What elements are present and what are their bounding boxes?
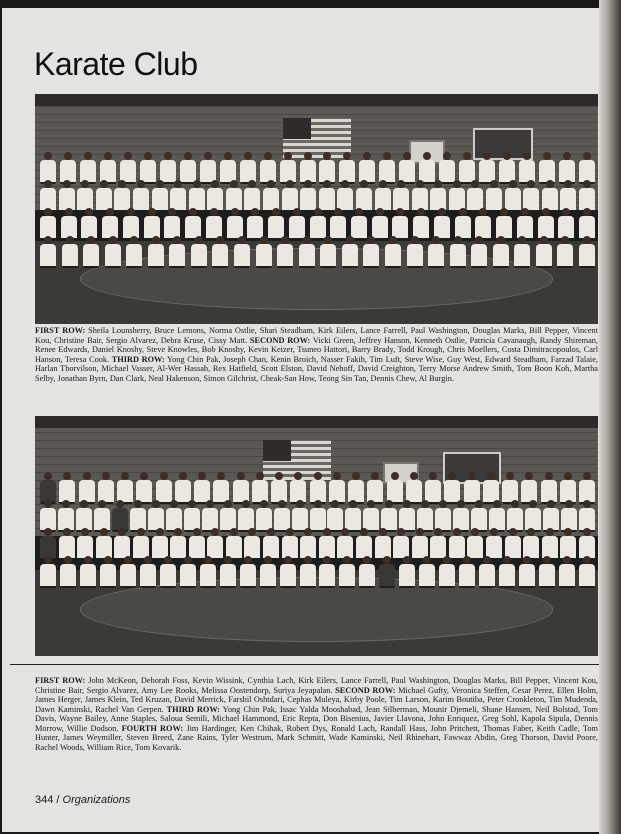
club-member-figure [341,236,359,266]
club-member-figure [538,556,556,586]
club-member-figure [174,472,192,502]
club-member-figure [560,500,578,530]
club-member-figure [559,180,577,210]
club-member-figure [478,556,496,586]
club-member-figure [374,180,392,210]
club-member-figure [239,556,257,586]
club-member-figure [522,528,540,558]
club-member-figure [578,556,596,586]
club-member-figure [225,528,243,558]
club-member-figure [289,472,307,502]
club-member-figure [318,152,336,182]
club-member-figure [506,500,524,530]
club-member-figure [299,556,317,586]
club-member-figure [291,500,309,530]
club-member-figure [578,500,596,530]
club-member-figure [452,500,470,530]
club-member-figure [262,528,280,558]
club-member-figure [147,500,165,530]
club-member-figure [232,472,250,502]
club-member-figure [259,152,277,182]
club-member-figure [57,500,75,530]
caption-row-names: Vicki Green, Jeffrey Hanson, Kenneth Ostlie, Patricia Cavanaugh, Randy Shireman, Renee Edwards, Daniel Knoshy, Steve Knowles, Bob Knoshy, Kevin Keizer, Tsuneo Hattori, Barry Brady, Todd Krough, Chris Moellers, Costa Dimitracopoulos, Carl Hanson, Teresa Cook. [35,335,599,364]
club-member-figure [76,528,94,558]
club-member-figure [434,500,452,530]
club-member-figure [448,528,466,558]
club-member-figure [537,208,555,238]
club-member-figure [179,556,197,586]
club-member-figure [318,180,336,210]
club-member-figure [463,472,481,502]
club-member-figure [309,500,327,530]
club-member-figure [501,472,519,502]
club-member-figure [279,152,297,182]
club-member-figure [113,180,131,210]
club-member-figure [95,528,113,558]
caption-row-names: Yong Chin Pak, Issac Yalda Mooshabad, Jean Silberman, Mounir Djemeli, Shane Hansen, Neil Bolstad, Tom Davis, Wayne Bailey, Anne Staples, Saloua Semili, Michael Hammond, Eric Repta, Don Bisenius, Javier Llavona, John Enriquez, Greg Sohl, Kapola Sipula, Dennis Morrow, Willie Dodson. [35,704,599,733]
club-member-figure [362,236,380,266]
club-member-figure [392,180,410,210]
club-member-figure [299,180,317,210]
club-member-figure [39,472,57,502]
club-member-figure [458,556,476,586]
caption-row-label: SECOND ROW: [249,335,311,345]
club-member-figure [488,500,506,530]
club-member-figure [424,472,442,502]
club-member-figure [212,472,230,502]
club-member-figure [199,152,217,182]
club-member-figure [309,208,327,238]
club-member-figure [378,556,396,586]
club-member-figure [458,152,476,182]
club-member-figure [559,528,577,558]
club-member-figure [279,556,297,586]
club-member-figure [466,528,484,558]
club-member-figure [347,472,365,502]
page-number: 344 [35,794,54,806]
club-member-figure [255,500,273,530]
club-member-figure [155,472,173,502]
club-member-figure [276,236,294,266]
club-member-figure [338,152,356,182]
caption-row-label: FOURTH ROW: [121,723,184,733]
club-member-figure [101,208,119,238]
club-member-figure [416,500,434,530]
section-name: Organizations [62,794,131,806]
club-member-figure [520,472,538,502]
club-member-figure [540,472,558,502]
club-member-figure [559,472,577,502]
club-member-figure [495,208,513,238]
club-member-figure [129,500,147,530]
team-photo-1 [35,94,598,324]
club-member-figure [179,152,197,182]
club-member-figure [470,236,488,266]
club-member-figure [201,500,219,530]
club-member-figure [309,472,327,502]
club-member-figure [386,472,404,502]
club-member-figure [391,208,409,238]
club-member-figure [239,152,257,182]
club-member-figure [169,528,187,558]
club-member-figure [358,556,376,586]
club-member-figure [443,472,461,502]
club-member-figure [246,208,264,238]
club-member-figure [411,180,429,210]
club-member-figure [184,208,202,238]
club-member-figure [190,236,208,266]
club-member-figure [262,180,280,210]
club-member-figure [119,556,137,586]
club-member-figure [60,208,78,238]
club-member-figure [39,208,57,238]
club-member-figure [82,236,100,266]
club-member-figure [371,208,389,238]
club-member-figure [378,152,396,182]
club-member-figure [541,180,559,210]
club-member-figure [39,500,57,530]
club-member-figure [147,236,165,266]
club-member-figure [80,208,98,238]
club-member-figure [344,500,362,530]
club-member-figure [466,180,484,210]
club-member-figure [104,236,122,266]
page-title: Karate Club [34,46,198,82]
club-member-figure [58,528,76,558]
club-member-figure [454,208,472,238]
club-member-figure [183,500,201,530]
club-member-figure [281,528,299,558]
club-member-figure [219,556,237,586]
club-member-figure [243,528,261,558]
club-member-figure [99,152,117,182]
club-member-figure [411,528,429,558]
club-member-figure [355,528,373,558]
club-member-figure [380,500,398,530]
club-member-figure [168,236,186,266]
club-member-figure [58,180,76,210]
club-member-figure [259,556,277,586]
club-member-figure [485,180,503,210]
club-member-figure [336,528,354,558]
club-member-figure [76,180,94,210]
club-member-figure [211,236,229,266]
club-member-figure [122,208,140,238]
club-member-figure [188,528,206,558]
caption-row-names: John McKeon, Deborah Foss, Kevin Wissink, Cynthia Lach, Kirk Eilers, Lance Farrell, Paul Washington, Douglas Marks, Bill Pepper, Vincent Kou, Christine Bair, Sergio Alvarez, Amy Lee Rooks, Melissa Oostendorp, Suriya Jeyapalan. [35,676,598,695]
club-member-figure [59,556,77,586]
club-member-figure [524,500,542,530]
club-member-figure [281,180,299,210]
caption-row-names: Yong Chin Pak, Joseph Chan, Kenin Broich, Nasser Fakih, Tim Luft, Steve Wise, Guy West, Edward Steadham, Farzad Talaie, Harlan Thorvilson, Michael Vasser, Al-Wer Hassah, Rex Hatfield, Scott Elston, David Nehoff, David Creighton, Terry Morse Andrew Smith, Tom Boon Koh, Martha Selby, Jonathan Byrn, Dan Clark, Neal Hakenson, Simon Gilchrist, Cheak-San How, Teong Sin Tan, Dennis Chew, Al Burgin. [35,354,598,383]
club-member-figure [39,152,57,182]
club-member-figure [358,152,376,182]
club-member-figure [328,472,346,502]
club-member-figure [318,528,336,558]
club-member-figure [95,180,113,210]
club-member-figure [79,556,97,586]
team-group [35,472,598,590]
club-member-figure [59,152,77,182]
club-member-figure [139,152,157,182]
club-member-figure [482,472,500,502]
club-member-figure [418,556,436,586]
club-member-figure [97,472,115,502]
club-member-figure [498,556,516,586]
club-member-figure [139,556,157,586]
club-member-figure [433,208,451,238]
club-member-figure [151,180,169,210]
club-member-figure [535,236,553,266]
caption-row-label: FIRST ROW: [35,326,86,335]
club-member-figure [318,556,336,586]
club-member-figure [578,180,596,210]
club-member-figure [474,208,492,238]
club-member-figure [557,208,575,238]
club-member-figure [578,152,596,182]
club-member-figure [516,208,534,238]
team-photo-2 [35,416,598,656]
club-member-figure [151,528,169,558]
club-member-figure [243,180,261,210]
club-member-figure [558,556,576,586]
club-member-figure [58,472,76,502]
club-member-figure [169,180,187,210]
club-member-figure [61,236,79,266]
club-member-figure [384,236,402,266]
club-member-figure [288,208,306,238]
club-member-figure [406,236,424,266]
caption-row-label: SECOND ROW: [335,685,396,695]
club-member-figure [427,236,445,266]
club-member-figure [366,472,384,502]
caption-photo-2 [35,676,598,752]
club-member-figure [336,180,354,210]
club-member-figure [429,528,447,558]
club-member-figure [79,152,97,182]
club-member-figure [504,528,522,558]
club-member-figure [199,556,217,586]
club-member-figure [113,528,131,558]
club-member-figure [449,236,467,266]
club-member-figure [299,152,317,182]
club-member-figure [237,500,255,530]
club-member-figure [78,472,96,502]
club-member-figure [518,152,536,182]
club-member-figure [418,152,436,182]
club-member-figure [219,500,237,530]
club-member-figure [163,208,181,238]
club-member-figure [485,528,503,558]
team-group [35,152,598,278]
page-folio: 344 / Organizations [35,794,131,806]
club-member-figure [538,152,556,182]
club-member-figure [319,236,337,266]
club-member-figure [132,180,150,210]
caption-row-names: Sheila Lounsherry, Bruce Lemons, Norma Ostlie, Shari Steadham, Kirk Eilers, Lance Farrell, Paul Washington, Douglas Marks, Bill Pepper, Vincent Kou, Christine Bair, Sergio Alvarez, Debra Kruse, Cissy Matt. [35,326,598,345]
club-member-figure [111,500,129,530]
club-member-figure [558,152,576,182]
club-member-figure [125,236,143,266]
club-member-figure [39,236,57,266]
club-member-figure [542,500,560,530]
club-member-figure [374,528,392,558]
club-member-figure [299,528,317,558]
club-member-figure [429,180,447,210]
club-member-figure [398,152,416,182]
club-member-figure [329,208,347,238]
caption-photo-1 [35,326,598,383]
club-member-figure [513,236,531,266]
club-member-figure [578,472,596,502]
club-member-figure [541,528,559,558]
club-member-figure [39,180,57,210]
club-member-figure [206,180,224,210]
club-member-figure [188,180,206,210]
club-member-figure [135,472,153,502]
club-member-figure [398,556,416,586]
club-member-figure [438,556,456,586]
club-member-figure [398,500,416,530]
caption-row-names: Michael Gufty, Veronica Steffen, Cesar Perez, Ellen Holm, James Herger, James Klein, Ted Kruzan, David Merrick, Farshil Oshtdari, Cephas Muleya, Kirby Poole, Tim Larson, Karim Boutiba, Peter Cronkleton, Tim Mudenda, Dawn Kaminski, Rachel Van Gerpen. [35,685,599,714]
club-member-figure [93,500,111,530]
club-member-figure [39,528,57,558]
club-member-figure [355,180,373,210]
club-member-figure [350,208,368,238]
club-member-figure [492,236,510,266]
club-member-figure [39,556,57,586]
caption-row-label: FIRST ROW: [35,676,86,685]
club-member-figure [498,152,516,182]
club-member-figure [219,152,237,182]
club-member-figure [504,180,522,210]
club-member-figure [362,500,380,530]
club-member-figure [251,472,269,502]
club-member-figure [578,528,596,558]
page-binding-edge [599,0,621,834]
club-member-figure [522,180,540,210]
club-member-figure [116,472,134,502]
club-member-figure [159,152,177,182]
club-member-figure [270,472,288,502]
club-member-figure [165,500,183,530]
club-member-figure [326,500,344,530]
club-member-figure [470,500,488,530]
caption-row-label: THIRD ROW: [111,354,165,364]
club-member-figure [225,180,243,210]
club-member-figure [193,472,211,502]
club-member-figure [412,208,430,238]
club-member-figure [578,236,596,266]
club-member-figure [478,152,496,182]
club-member-figure [556,236,574,266]
caption-row-label: THIRD ROW: [166,704,220,714]
club-member-figure [206,528,224,558]
divider-line [10,664,599,665]
club-member-figure [75,500,93,530]
club-member-figure [273,500,291,530]
club-member-figure [132,528,150,558]
caption-row-names: Jim Hardinger, Ken Chihak, Robert Dys, Ronald Lach, Randall Hass, John Pritchett, Thomas Faber, Keith Cadle, Tom Hunter, James Weymiller, Steven Breed, Zane Rains, Tyler Westrum, Mark Schmitt, Wade Kaminski, Neil Rhinehart, Fawwaz Abdin, Greg Thorson, David Poore, Rachel Woods, William Rice, Tom Kovarik. [35,723,598,752]
club-member-figure [392,528,410,558]
club-member-figure [448,180,466,210]
club-member-figure [233,236,251,266]
club-member-figure [578,208,596,238]
club-member-figure [405,472,423,502]
club-member-figure [298,236,316,266]
club-member-figure [338,556,356,586]
club-member-figure [518,556,536,586]
club-member-figure [205,208,223,238]
club-member-figure [438,152,456,182]
club-member-figure [159,556,177,586]
club-member-figure [267,208,285,238]
club-member-figure [226,208,244,238]
club-member-figure [99,556,117,586]
club-member-figure [255,236,273,266]
club-member-figure [119,152,137,182]
club-member-figure [143,208,161,238]
